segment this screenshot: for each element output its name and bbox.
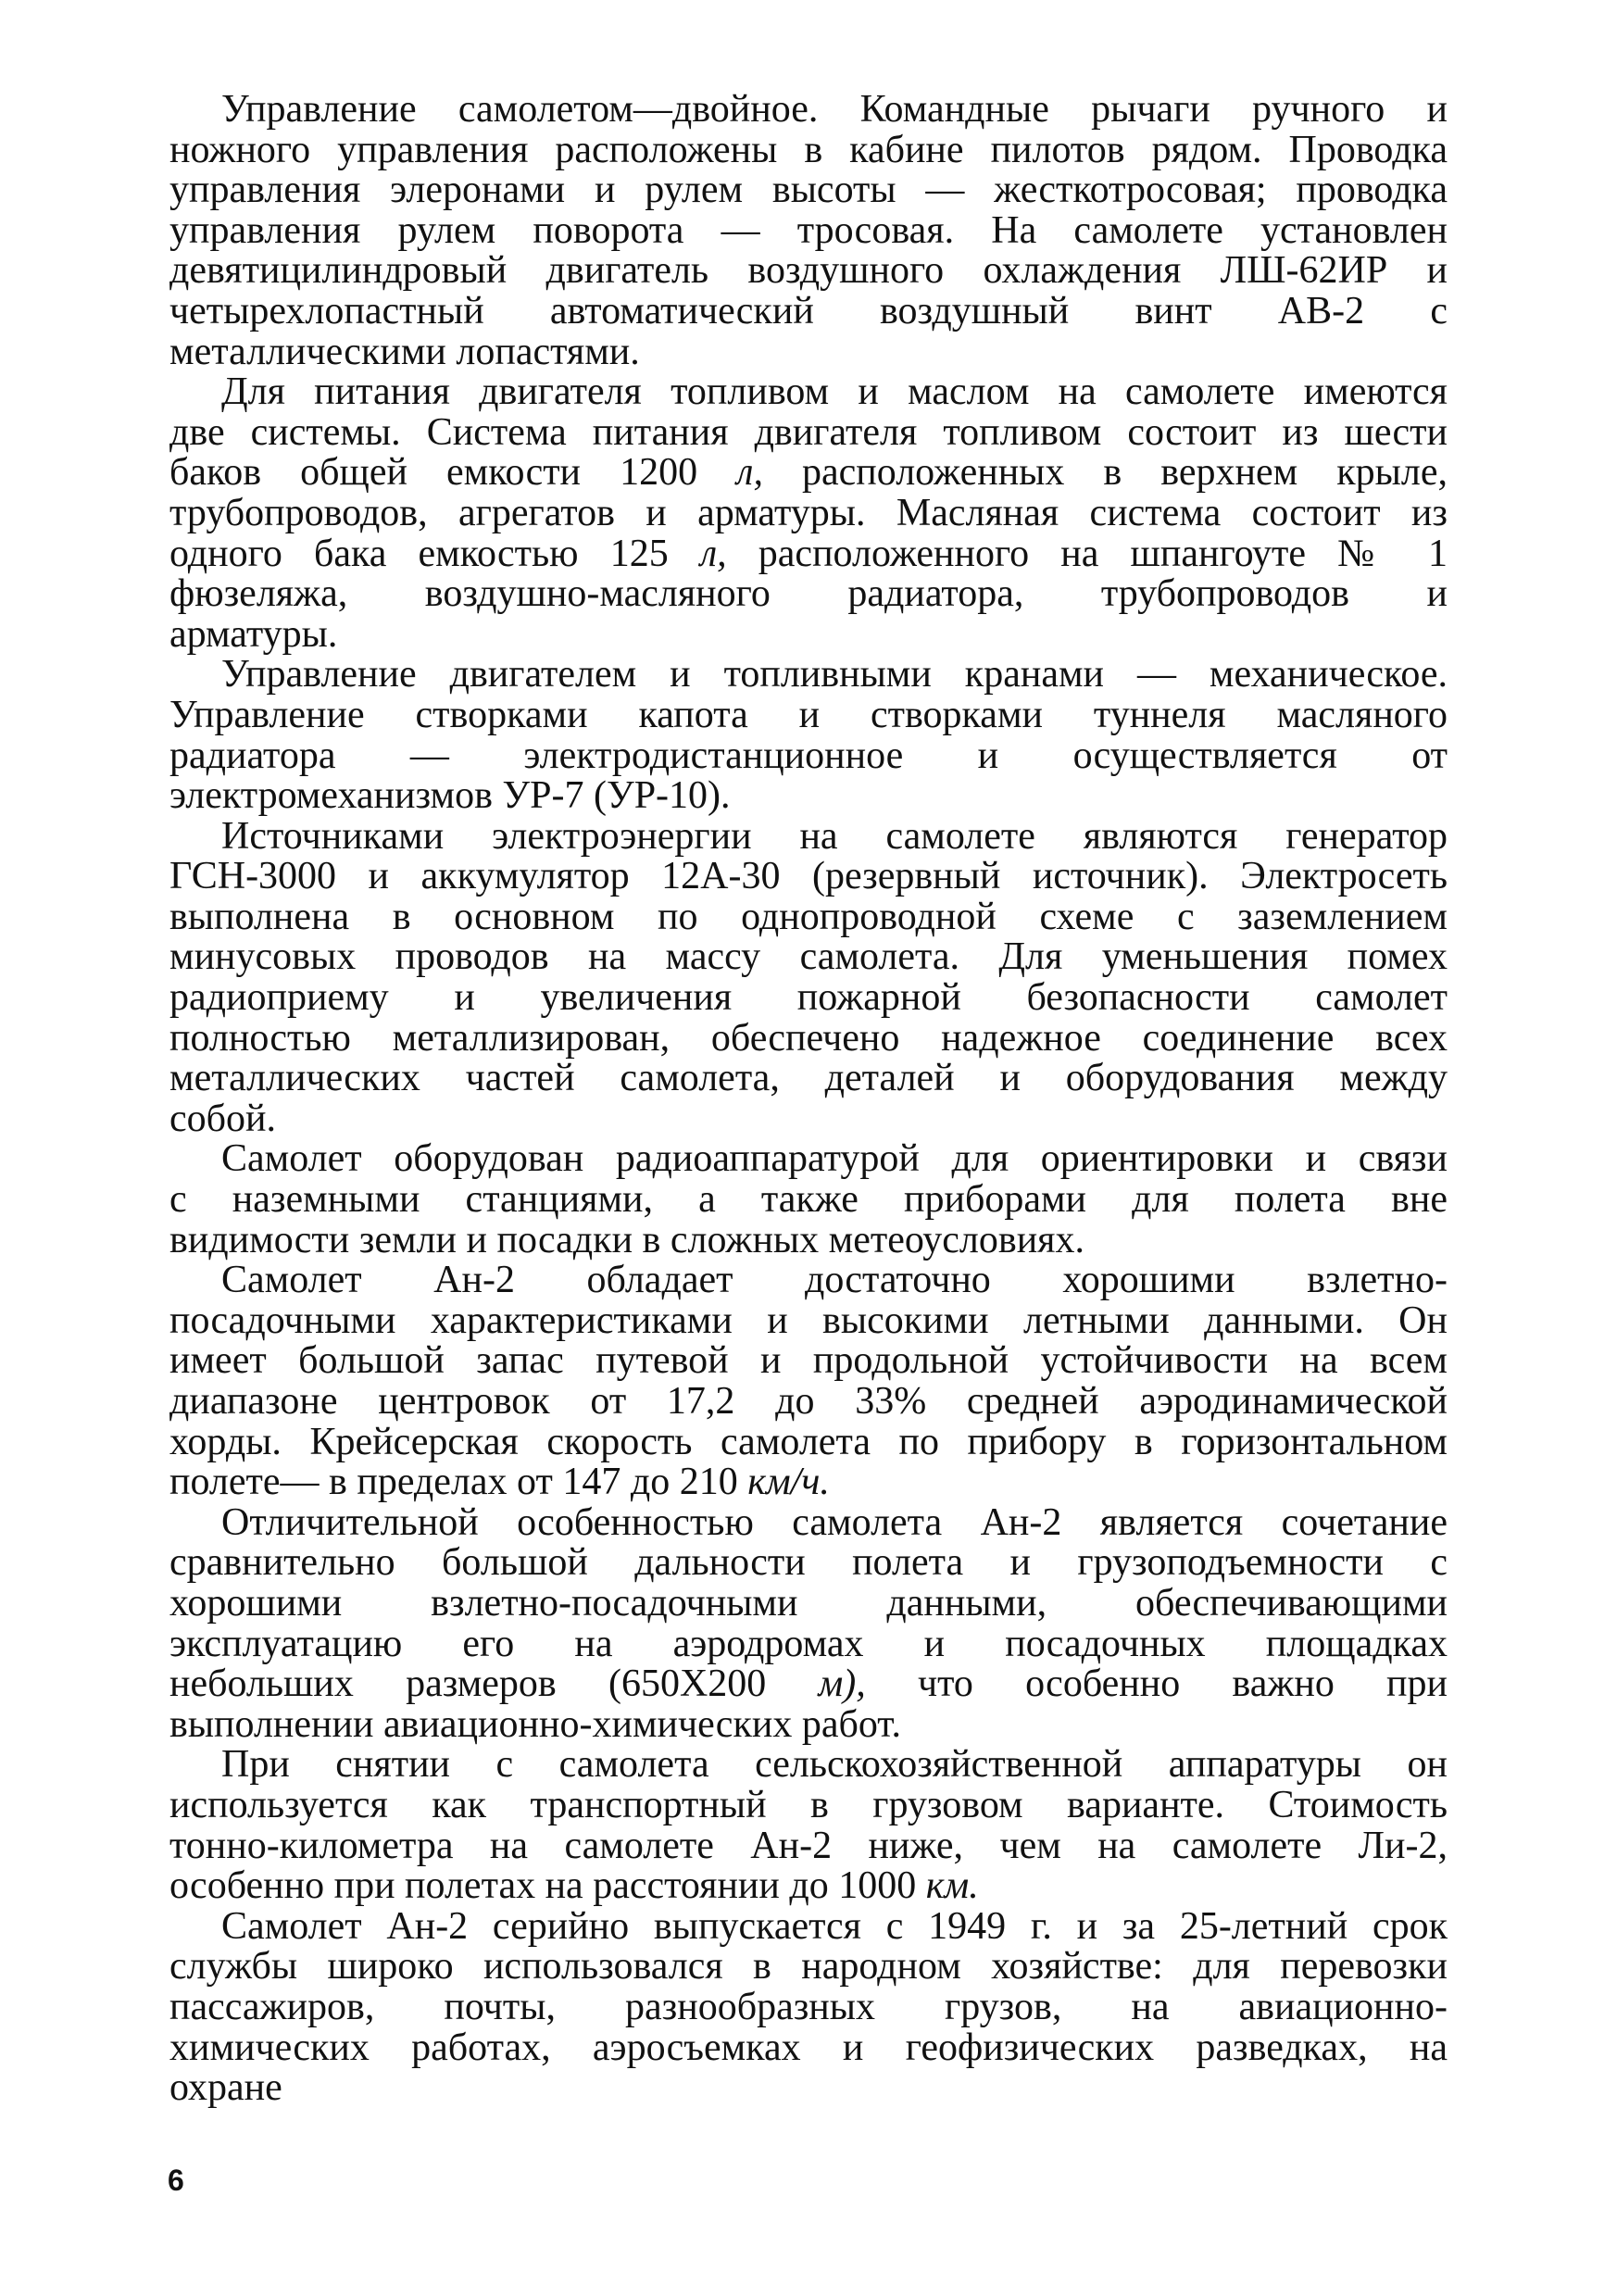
text-line: посадочными характеристиками и высокими летными данными. Он [169,1299,1448,1342]
text-segment: небольших размеров (650Х200 [169,1662,819,1706]
text-line [169,1462,1448,1503]
text-line: службы широко использовался в народном хозяйстве: для перевозки [169,1945,1448,1989]
text-line: Управление двигателем и топливными кранами — механическое. [221,653,1448,696]
paragraph [169,1500,1448,1746]
text-line: сравнительно большой дальности полета и грузоподъемности с [169,1541,1448,1585]
text-line: Источниками электроэнергии на самолете являются генератор [221,814,1448,858]
paragraph [169,372,1448,655]
text-line: управления рулем поворота — тросовая. На самолете установлен [169,208,1448,252]
text-line: ножного управления расположены в кабине пилотов рядом. Проводка [169,128,1448,171]
text-line: управления элеронами и рулем высоты — жесткотросовая; проводка [169,169,1448,212]
paragraph [169,655,1448,816]
text-line [169,1866,1448,1907]
text-segment: баков общей емкости 1200 [169,451,737,495]
text-line: используется как транспортный в грузовом варианте. Стоимость [169,1783,1448,1826]
paragraph [169,90,1448,372]
text-line: выполнении авиационно-химических работ. [169,1702,901,1746]
text-line: Отличительной особенностью самолета Ан-2 является сочетание [221,1500,1448,1544]
paragraph [169,814,1448,1140]
text-line: трубопроводов, агрегатов и арматуры. Масляная система состоит из [169,491,1448,534]
italic-unit: км. [925,1864,979,1908]
text-line: химических работах, аэросъемках и геофизических разведках, на [169,2026,1448,2069]
text-line: пассажиров, почты, разнообразных грузов, на авиационно- [169,1985,1448,2028]
text-line: видимости земли и посадки в сложных метеоусловиях. [169,1218,1084,1261]
text-line: радиатора — электродистанционное и осуществляется от [169,734,1448,777]
text-line [169,453,1448,494]
text-line: тонно-километра на самолете Ан-2 ниже, чем на самолете Ли-2, [169,1824,1448,1867]
text-line: охране [169,2066,282,2110]
text-line: Самолет Ан-2 серийно выпускается с 1949 г. и за 25-летний срок [221,1904,1448,1948]
text-line: Управление створками капота и створками туннеля масляного [169,693,1448,736]
text-line: Самолет Ан-2 обладает достаточно хорошими взлетно- [221,1259,1448,1302]
text-line: Самолет оборудован радиоаппаратурой для ориентировки и связи [221,1137,1448,1181]
text-line: полностью металлизирован, обеспечено надежное соединение всех [169,1016,1448,1060]
text-line: хорошими взлетно-посадочными данными, обеспечивающими [169,1581,1448,1625]
text-line: собой. [169,1097,276,1140]
text-line: радиоприему и увеличения пожарной безопасности самолет [169,976,1448,1020]
text-line: две системы. Система питания двигателя топливом состоит из шести [169,410,1448,454]
paragraph [169,1745,1448,1906]
text-line: диапазоне центровок от 17,2 до 33% средней аэродинамической [169,1380,1448,1423]
text-line: При снятии с самолета сельскохозяйственной аппаратуры он [221,1743,1448,1787]
page-number: 6 [168,2164,184,2197]
text-segment: расположенных в верхнем крыле, [762,451,1448,495]
italic-unit: м), [818,1662,866,1706]
text-segment: особенно при полетах на расстоянии до 1000 [169,1864,926,1908]
text-segment: что особенно важно при [865,1662,1448,1706]
text-line: металлических частей самолета, деталей и оборудования между [169,1057,1448,1100]
text-line: выполнена в основном по однопроводной схеме с заземлением [169,895,1448,938]
text-segment: расположенного на шпангоуте № 1 [726,532,1448,575]
italic-unit: л, [736,451,763,495]
text-line: арматуры. [169,612,338,656]
text-line: металлическими лопастями. [169,330,640,373]
text-line: электромеханизмов УР-7 (УР-10). [169,774,731,818]
text-line: хорды. Крейсерская скорость самолета по прибору в горизонтальном [169,1420,1448,1463]
text-segment: одного бака емкостью 125 [169,532,700,575]
paragraph [169,1139,1448,1261]
body-text [169,90,1448,2109]
text-line: девятицилиндровый двигатель воздушного охлаждения ЛШ-62ИР и [169,249,1448,293]
text-line: Для питания двигателя топливом и маслом на самолете имеются [221,370,1448,414]
text-line: ГСН-3000 и аккумулятор 12А-30 (резервный источник). Электросеть [169,855,1448,898]
text-line: фюзеляжа, воздушно-масляного радиатора, трубопроводов и [169,572,1448,616]
italic-unit: л, [699,532,727,575]
italic-unit: км/ч. [747,1461,830,1504]
text-line: Управление самолетом—двойное. Командные рычаги ручного и [221,88,1448,131]
text-segment: полете— в пределах от 147 до 210 [169,1461,748,1504]
text-line: минусовых проводов на массу самолета. Для уменьшения помех [169,935,1448,979]
text-line [169,534,1448,575]
paragraph [169,1904,1448,2110]
text-line: с наземными станциями, а также приборами для полета вне [169,1178,1448,1222]
text-line: имеет большой запас путевой и продольной устойчивости на всем [169,1339,1448,1383]
text-line [169,1664,1448,1705]
text-line: эксплуатацию его на аэродромах и посадочных площадках [169,1622,1448,1665]
paragraph [169,1261,1448,1503]
text-line: четырехлопастный автоматический воздушный винт АВ-2 с [169,289,1448,332]
